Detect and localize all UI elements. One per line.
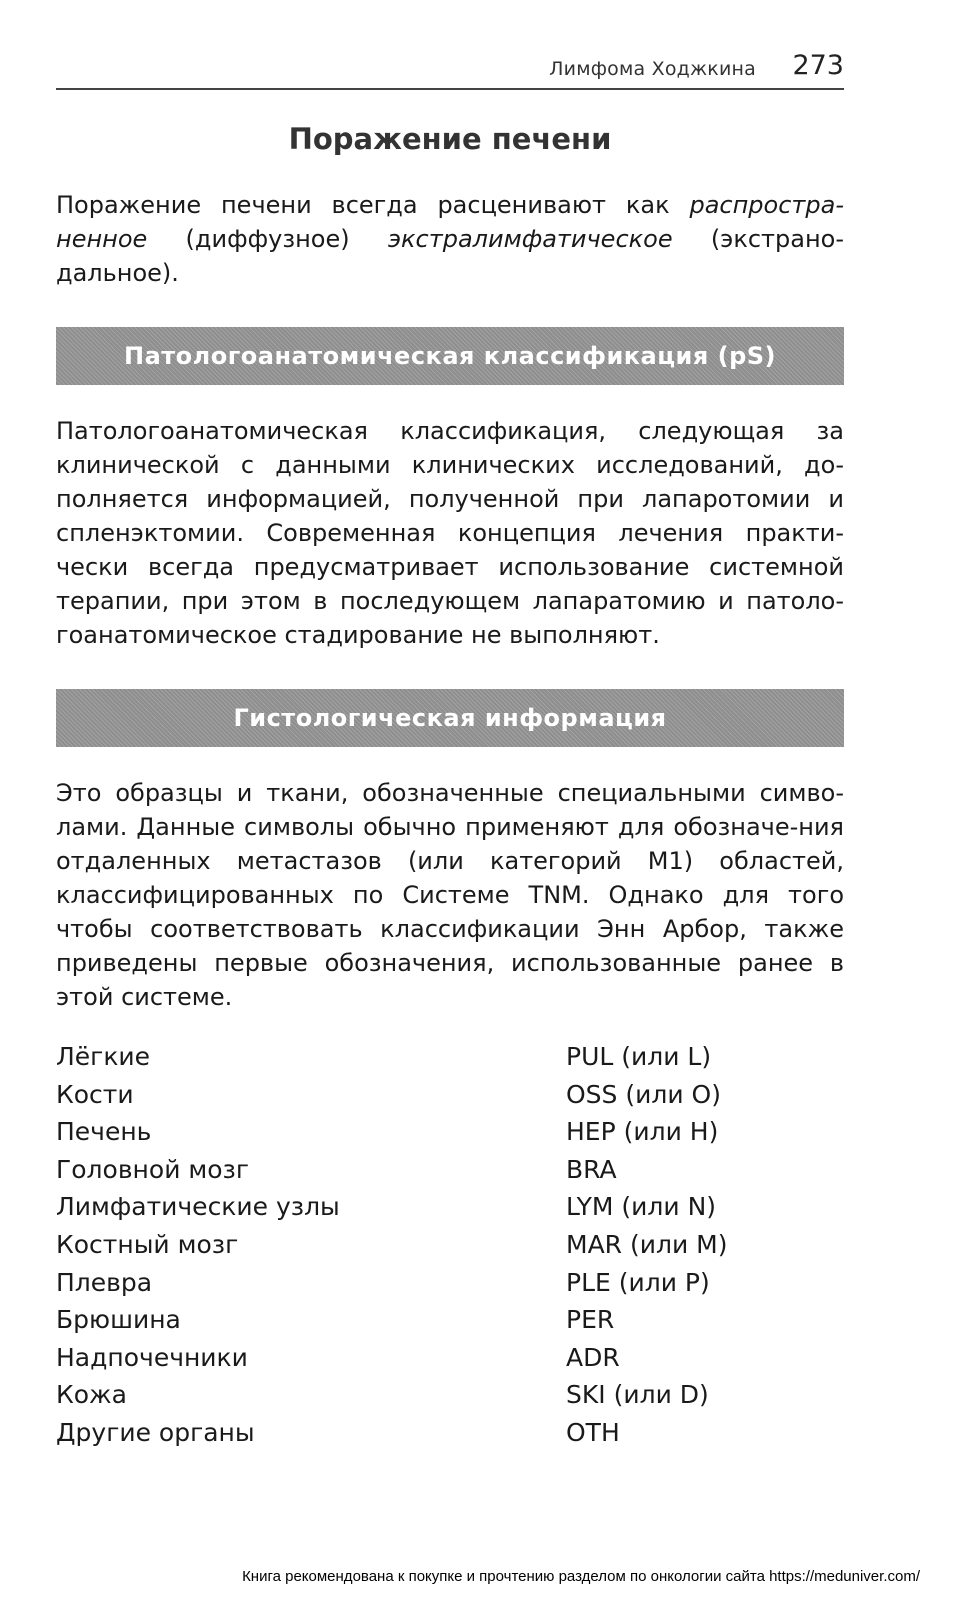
organ-code: OTH	[566, 1417, 620, 1447]
running-title: Лимфома Ходжкина	[549, 58, 756, 80]
list-item	[56, 1188, 844, 1226]
organ-code: MAR (или M)	[566, 1229, 728, 1259]
list-item	[56, 1038, 844, 1076]
book-page	[56, 0, 844, 1600]
organ-name: Плевра	[56, 1267, 153, 1297]
organ-code: PLE (или P)	[566, 1267, 710, 1297]
symbol-list	[56, 1038, 844, 1452]
organ-name: Брюшина	[56, 1305, 181, 1335]
footer-note: Книга рекомендована к покупке и прочтению разделом по онкологии сайта https://meduniver.com/	[242, 1568, 920, 1585]
list-item	[56, 1226, 844, 1264]
liver-paragraph	[56, 188, 844, 290]
organ-name: Костный мозг	[56, 1229, 239, 1259]
organ-code: PER	[566, 1305, 615, 1335]
running-header	[56, 50, 844, 90]
liver-text-2: (диффузное)	[147, 225, 388, 253]
section-title: Поражение печени	[288, 122, 612, 156]
organ-name: Лёгкие	[56, 1042, 151, 1071]
histology-paragraph: Это образцы и ткани, обозначенные специальными симво-лами. Данные символы обычно применяют для обозначе-ния отдаленных метастазов (или категорий М1) областей, классифицированных по Системе TNM. Однако для того чтобы соответствовать классификации Энн Арбор, также приведены первые обозначения, использованные ранее в этой системе.	[56, 779, 844, 1011]
organ-code: PUL (или L)	[566, 1042, 712, 1071]
organ-name: Лимфатические узлы	[56, 1192, 340, 1222]
organ-name: Надпочечники	[56, 1342, 248, 1372]
list-item	[56, 1339, 844, 1377]
liver-emphasis-1: распростра-ненное	[56, 191, 844, 253]
list-item	[56, 1264, 844, 1302]
list-item	[56, 1076, 844, 1114]
organ-name: Печень	[56, 1117, 152, 1147]
liver-emphasis-2: экстралимфатическое	[387, 225, 673, 253]
organ-code: ADR	[566, 1342, 620, 1372]
organ-name: Кожа	[56, 1380, 127, 1410]
pathology-paragraph: Патологоанатомическая классификация, следующая за клинической с данными клинических исследований, до-полняется информацией, полученной при лапаротомии и спленэктомии. Современная концепция лечения практи-чески всегда предусматривает использование системной терапии, при этом в последующем лапаратомию и патоло-гоанатомическое стадирование не выполняют.	[56, 417, 844, 649]
organ-name: Головной мозг	[56, 1154, 249, 1184]
liver-text-3: (экстрано-дальное).	[56, 225, 845, 287]
organ-name: Другие органы	[56, 1417, 255, 1447]
organ-code: BRA	[566, 1154, 617, 1184]
page-number: 273	[792, 50, 844, 81]
organ-code: LYM (или N)	[566, 1192, 717, 1222]
list-item	[56, 1113, 844, 1151]
list-item	[56, 1414, 844, 1452]
list-item	[56, 1301, 844, 1339]
organ-code: OSS (или O)	[566, 1079, 721, 1109]
list-item	[56, 1151, 844, 1189]
pathology-heading: Патологоанатомическая классификация (pS)	[123, 342, 777, 370]
organ-code: SKI (или D)	[566, 1380, 709, 1410]
organ-code: HEP (или H)	[566, 1117, 719, 1147]
organ-name: Кости	[56, 1079, 134, 1109]
liver-text-1: Поражение печени всегда расценивают как	[56, 191, 690, 219]
histology-heading: Гистологическая информация	[233, 704, 667, 732]
list-item	[56, 1376, 844, 1414]
pathology-heading-bar	[56, 327, 844, 385]
histology-heading-bar	[56, 689, 844, 747]
